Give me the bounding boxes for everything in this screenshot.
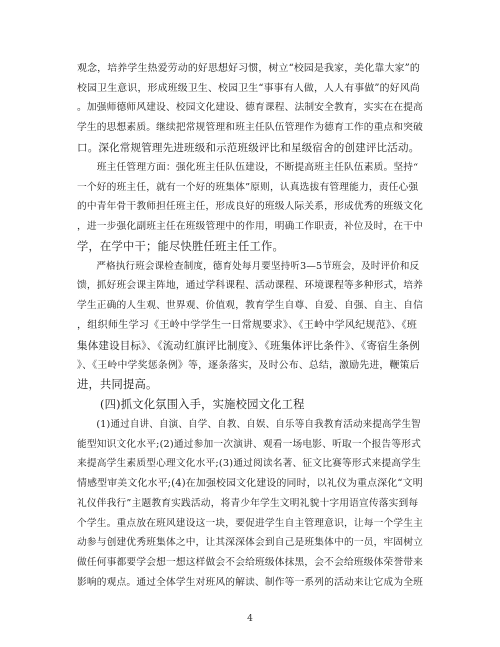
text-line: 班主任管理方面：强化班主任队伍建设，不断提高班主任队伍素质。坚持“ [77, 162, 419, 173]
text-line: (1)通过自讲、自演、自学、自教、自娱、自乐等自我教育活动来提高学生智 [77, 419, 421, 430]
section-heading: (四)抓文化氛围入手，实施校园文化工程 [77, 398, 305, 411]
text-line: ，组织师生学习《王岭中学学生一日常规要求》、《王岭中学风纪规范》、《班 [77, 320, 418, 331]
text-line: 动参与创建优秀班集体之中，让其深深体会到自己是班集体中的一员，牢固树立 [77, 537, 424, 548]
text-line: 礼仪伴我行”主题教育实践活动，将青少年学生文明礼貌十字用语宣传落实到每 [77, 498, 419, 509]
text-line: 一个好的班主任，就有一个好的班集体”原则，认真选拔有管理能力，责任心强 [77, 182, 419, 193]
text-line: 严格执行班会课检查制度，德育处每月要坚持听3—5节班会，及时评价和反 [77, 261, 420, 272]
text-line: 的中青年骨干教师担任班主任，形成良好的班级人际关系，形成优秀的班级文化 [77, 201, 424, 212]
text-line: 学生的思想素质。继续把常规管理和班主任队伍管理作为德育工作的重点和突破 [77, 122, 424, 133]
text-line: ，进一步强化副班主任在班级管理中的作用，明确工作职责，补位及时，在干中 [77, 221, 424, 232]
text-line: 》、《王岭中学奖惩条例》等，逐条落实，及时公布、总结，激励先进，鞭策后 [77, 360, 420, 371]
text-line: 做任何事都要学会想一想这样做会不会给班级体抹黑，会不会给班级体荣誉带来 [77, 557, 424, 568]
text-line: 口。深化常规管理先进班级和示范班级评比和星级宿舍的创建评比活动。 [77, 142, 420, 154]
text-line: 。加强师德师风建设、校园文化建设、德育课程、法制安全教育，实实在在提高 [77, 102, 424, 113]
text-line: 观念，培养学生热爱劳动的好思想好习惯，树立“校园是我家，美化靠大家”的 [77, 63, 420, 74]
text-line: 进，共同提高。 [77, 378, 158, 391]
text-line: 影响的观点。通过全体学生对班风的解读、制作等一系列的活动来让它成为全班 [77, 577, 424, 588]
text-line: 能型知识文化水平;(2)通过参加一次演讲、观看一场电影、听取一个报告等形式 [77, 439, 422, 450]
text-line: 来提高学生素质型心理文化水平;(3)通过阅读名著、征文比赛等形式来提高学生 [77, 458, 422, 469]
text-line: 个学生。重点放在班风建设这一块，要促进学生自主管理意识，让每一个学生主 [77, 518, 424, 529]
page-number: 4 [247, 614, 253, 624]
text-line: 情感型审美文化水平;(4)在加强校园文化建设的同时，以礼仪为重点深化“文明 [77, 478, 423, 489]
text-line: 校园卫生意识，形成班级卫生、校园卫生“事事有人做，人人有事做”的好风尚 [77, 83, 420, 94]
text-line: 学，在学中干；能尽快胜任班主任工作。 [77, 240, 284, 253]
text-line: 学生正确的人生观、世界观、价值观，教育学生自尊、自爱、自强、自主、自信 [77, 300, 424, 311]
text-line: 集体建设目标》、《流动红旗评比制度》、《班集体评比条件》、《寄宿生条例 [77, 340, 420, 352]
text-line: 馈，抓好班会课主阵地，通过学科课程、活动课程、环境课程等多种形式，培养 [77, 280, 424, 291]
